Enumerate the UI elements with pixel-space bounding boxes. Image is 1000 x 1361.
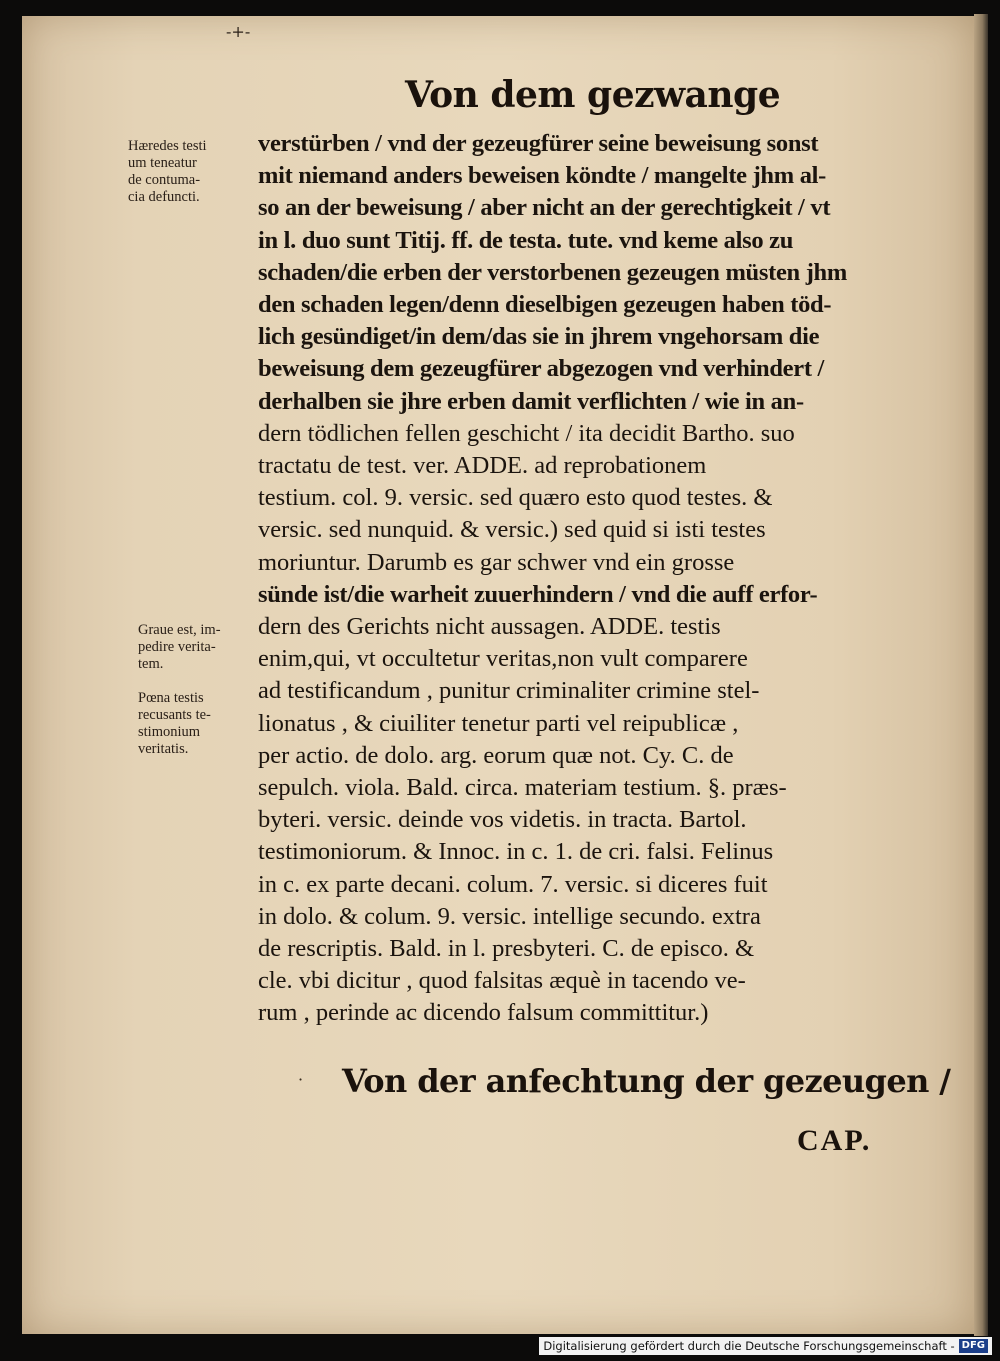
- dfg-logo: DFG: [959, 1339, 988, 1353]
- running-header: Von dem gezwange: [405, 74, 781, 116]
- text-line: lionatus , & ciuiliter tenetur parti vel reipublicæ ,: [258, 709, 739, 737]
- margin-note-line: cia defuncti.: [128, 189, 200, 205]
- catchword: CAP.: [797, 1124, 872, 1157]
- body-text: [258, 128, 898, 1030]
- text-line: tractatu de test. ver. ADDE. ad reprobationem: [258, 452, 707, 480]
- text-line: testium. col. 9. versic. sed quæro esto quod testes. &: [258, 484, 773, 512]
- text-line: per actio. de dolo. arg. eorum quæ not. Cy. C. de: [258, 741, 734, 769]
- text-line: sünde ist/die warheit zuuerhindern / vnd die auff erfor-: [258, 580, 818, 608]
- text-line: in dolo. & colum. 9. versic. intellige secundo. extra: [258, 902, 761, 930]
- text-line: dern tödlichen fellen geschicht / ita decidit Bartho. suo: [258, 419, 795, 447]
- margin-note-penalty: [138, 690, 268, 758]
- text-line: in c. ex parte decani. colum. 7. versic. si diceres fuit: [258, 870, 768, 898]
- text-line: lich gesündiget/in dem/das sie in jhrem vngehorsam die: [258, 323, 820, 351]
- margin-note-line: stimonium: [138, 724, 201, 740]
- text-line: moriuntur. Darumb es gar schwer vnd ein grosse: [258, 548, 735, 576]
- text-line: cle. vbi dicitur , quod falsitas æquè in tacendo ve-: [258, 967, 746, 995]
- text-line: dern des Gerichts nicht aussagen. ADDE. testis: [258, 613, 721, 641]
- text-line: byteri. versic. deinde vos videtis. in tracta. Bartol.: [258, 806, 747, 834]
- digitization-footer: [539, 1337, 992, 1355]
- margin-note-line: veritatis.: [138, 741, 189, 757]
- text-line: ad testificandum , punitur criminaliter crimine stel-: [258, 677, 760, 705]
- margin-note-line: pedire verita-: [138, 639, 216, 655]
- section-title: Von der anfechtung der gezeugen /: [342, 1062, 951, 1100]
- text-line: rum , perinde ac dicendo falsum committitur.): [258, 999, 709, 1027]
- text-line: den schaden legen/denn dieselbigen gezeugen haben töd-: [258, 291, 832, 319]
- margin-note-line: Pœna testis: [138, 690, 204, 706]
- text-line: mit niemand anders beweisen köndte / mangelte jhm al-: [258, 162, 827, 190]
- margin-note-line: recusants te-: [138, 707, 211, 723]
- text-line: sepulch. viola. Bald. circa. materiam testium. §. præs-: [258, 774, 787, 802]
- ink-mark: ·: [298, 1070, 304, 1089]
- margin-note-heirs: [128, 138, 258, 206]
- margin-note-line: Hæredes testi: [128, 138, 207, 154]
- margin-note-line: de contuma-: [128, 172, 201, 188]
- text-line: derhalben sie jhre erben damit verflichten / wie in an-: [258, 387, 804, 415]
- margin-note-line: tem.: [138, 656, 164, 672]
- text-line: beweisung dem gezeugfürer abgezogen vnd verhindert /: [258, 355, 825, 383]
- text-line: versic. sed nunquid. & versic.) sed quid si isti testes: [258, 516, 766, 544]
- margin-note-line: um teneatur: [128, 155, 197, 171]
- text-line: so an der beweisung / aber nicht an der gerechtigkeit / vt: [258, 194, 831, 222]
- text-line: de rescriptis. Bald. in l. presbyteri. C. de episco. &: [258, 935, 755, 963]
- footer-text: Digitalisierung gefördert durch die Deutsche Forschungsgemeinschaft -: [543, 1339, 955, 1353]
- page-mark: -+-: [226, 22, 251, 41]
- text-line: testimoniorum. & Innoc. in c. 1. de cri. falsi. Felinus: [258, 838, 774, 866]
- text-line: enim,qui, vt occultetur veritas,non vult comparere: [258, 645, 748, 673]
- page-edge: [974, 14, 988, 1336]
- margin-note-truth: [138, 622, 268, 673]
- text-line: schaden/die erben der verstorbenen gezeugen müsten jhm: [258, 258, 847, 286]
- text-line: verstürben / vnd der gezeugfürer seine beweisung sonst: [258, 130, 819, 157]
- text-line: in l. duo sunt Titij. ff. de testa. tute. vnd keme also zu: [258, 226, 794, 254]
- margin-note-line: Graue est, im-: [138, 622, 221, 638]
